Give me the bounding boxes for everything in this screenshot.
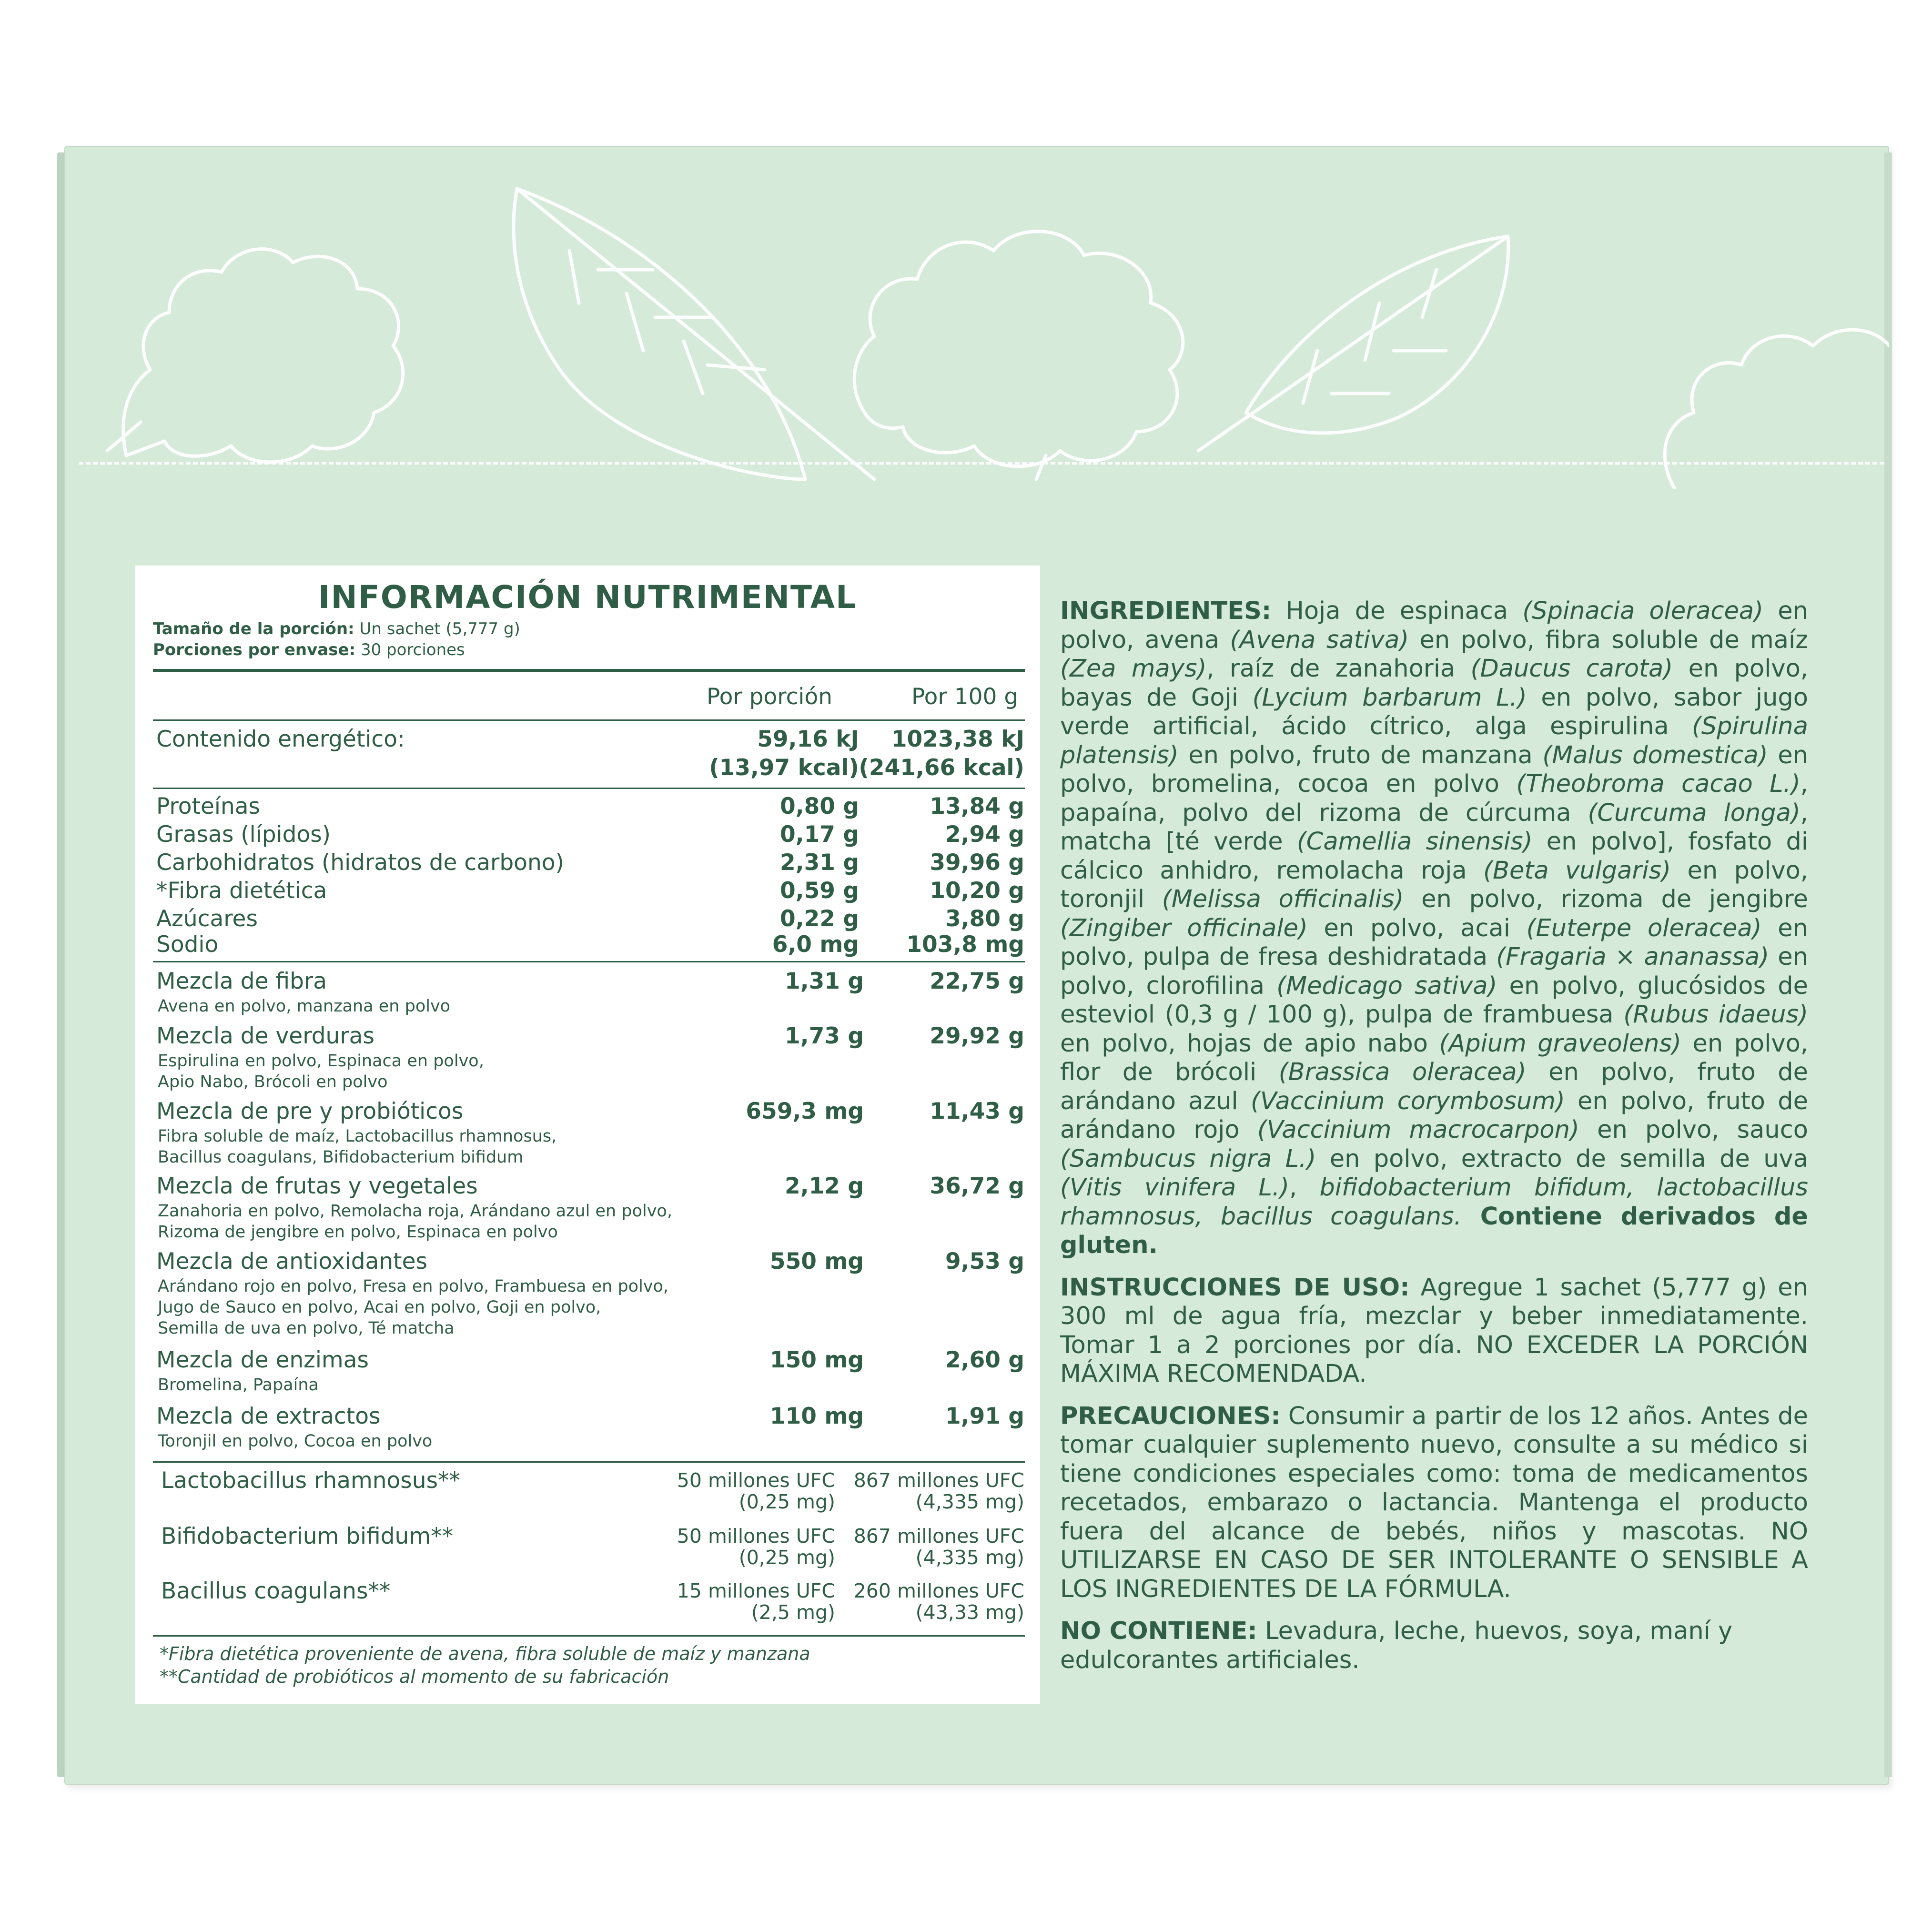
blend-per-100g: 36,72 g bbox=[930, 1173, 1024, 1199]
scientific-name: (Zea mays) bbox=[1060, 655, 1207, 683]
ingredient-text: , matcha [té verde bbox=[1060, 799, 1809, 856]
blend-per-serving: 1,73 g bbox=[785, 1023, 864, 1049]
scientific-name: (Daucus carota) bbox=[1470, 655, 1673, 683]
nutrient-label: Grasas (lípidos) bbox=[156, 821, 331, 848]
scientific-name: (Malus domestica) bbox=[1542, 741, 1768, 769]
blend-per-100g: 2,60 g bbox=[945, 1347, 1024, 1373]
blend-per-serving: 2,12 g bbox=[785, 1173, 864, 1199]
scientific-name: (Theobroma cacao L.) bbox=[1516, 770, 1801, 798]
nutrient-per-100g: 2,94 g bbox=[945, 821, 1024, 848]
ingredient-text: en polvo, avena bbox=[1060, 597, 1808, 654]
blend-per-serving: 1,31 g bbox=[785, 968, 864, 994]
blend-per-100g: 9,53 g bbox=[945, 1248, 1024, 1275]
scientific-name: (Avena sativa) bbox=[1230, 626, 1409, 654]
blend-label: Mezcla de pre y probióticos bbox=[156, 1098, 464, 1124]
nutrient-per-100g: 39,96 g bbox=[930, 850, 1024, 876]
blend-label: Mezcla de enzimas bbox=[156, 1347, 369, 1373]
energy-100g-kj: 1023,38 kJ bbox=[891, 726, 1024, 752]
ingredient-text: en polvo, glucósidos de esteviol (0,3 g / 100 g), pulpa de frambuesa bbox=[1060, 971, 1808, 1029]
probiotic-100g-mg: (4,335 mg) bbox=[915, 1546, 1024, 1569]
precautions-paragraph bbox=[1060, 1402, 1808, 1604]
col-header-per-100g: Por 100 g bbox=[911, 684, 1019, 710]
serving-size: Tamaño de la porción: Un sachet (5,777 g) bbox=[153, 619, 520, 638]
ingredient-text: , papaína, polvo del rizoma de cúrcuma bbox=[1060, 770, 1808, 827]
divider bbox=[153, 1635, 1025, 1637]
instructions-heading: INSTRUCCIONES DE USO: bbox=[1060, 1273, 1410, 1302]
scientific-name: (Beta vulgaris) bbox=[1483, 856, 1671, 885]
ingredient-text: en polvo, fruto de manzana bbox=[1178, 741, 1543, 769]
ingredients-heading: INGREDIENTES: bbox=[1060, 597, 1272, 625]
ingredient-text: en polvo, fibra soluble de maíz bbox=[1409, 626, 1808, 654]
nutrient-per-serving: 2,31 g bbox=[780, 850, 859, 876]
scientific-name: (Zingiber officinale) bbox=[1060, 914, 1308, 942]
scientific-name: (Brassica oleracea) bbox=[1278, 1058, 1527, 1086]
blend-ingredients: Arándano rojo en polvo, Fresa en polvo, Frambuesa en polvo, bbox=[158, 1277, 669, 1296]
broccoli-outline-2 bbox=[854, 232, 1183, 466]
scientific-name: (Spirulina platensis) bbox=[1060, 712, 1808, 769]
ingredient-text: en polvo, fruto de arándano azul bbox=[1060, 1058, 1808, 1115]
blend-per-100g: 22,75 g bbox=[930, 968, 1024, 994]
divider bbox=[153, 961, 1025, 962]
scientific-name: (Vaccinium macrocarpon) bbox=[1257, 1116, 1579, 1144]
scientific-name: (Spinacia oleracea) bbox=[1522, 597, 1764, 625]
ingredient-text: en polvo, fruto de arándano rojo bbox=[1060, 1087, 1808, 1144]
broccoli-outline-1 bbox=[123, 249, 403, 462]
nutrient-per-serving: 0,80 g bbox=[780, 793, 859, 819]
blend-per-serving: 110 mg bbox=[769, 1403, 864, 1429]
ingredient-text: en polvo, toronjil bbox=[1060, 856, 1808, 913]
ingredient-text: en polvo, rizoma de jengibre bbox=[1404, 885, 1809, 913]
leaf-pattern-decoration bbox=[64, 146, 1889, 489]
blend-label: Mezcla de frutas y vegetales bbox=[156, 1173, 478, 1199]
probiotic-serving-mg: (2,5 mg) bbox=[751, 1601, 835, 1624]
scientific-name: (Curcuma longa) bbox=[1588, 799, 1801, 827]
blend-ingredients: Jugo de Sauco en polvo, Acai en polvo, Goji en polvo, bbox=[158, 1298, 601, 1317]
probiotic-serving-ufc: 50 millones UFC bbox=[677, 1525, 835, 1548]
nutrient-per-serving: 0,22 g bbox=[780, 906, 859, 932]
nutrient-per-serving: 0,59 g bbox=[780, 878, 859, 904]
blend-ingredients: Rizoma de jengibre en polvo, Espinaca en polvo bbox=[158, 1223, 558, 1242]
probiotic-100g-ufc: 260 millones UFC bbox=[853, 1579, 1024, 1602]
precautions-heading: PRECAUCIONES: bbox=[1060, 1402, 1281, 1430]
probiotic-label: Bifidobacterium bifidum** bbox=[161, 1523, 454, 1549]
scientific-name: (Apium graveolens) bbox=[1439, 1029, 1681, 1058]
ingredient-text: en polvo, pulpa de fresa deshidratada bbox=[1060, 914, 1808, 971]
scientific-name: (Rubus idaeus) bbox=[1623, 1001, 1808, 1029]
footnote-probiotics: **Cantidad de probióticos al momento de su fabricación bbox=[160, 1666, 669, 1687]
blend-per-serving: 659,3 mg bbox=[746, 1098, 864, 1124]
scientific-name: (Vitis vinifera L.) bbox=[1060, 1173, 1290, 1202]
leaf-vein-1 bbox=[517, 189, 874, 479]
ingredient-text: en polvo, bromelina, cocoa en polvo bbox=[1060, 741, 1808, 798]
ingredient-text: , bbox=[1289, 1173, 1320, 1202]
probiotic-serving-mg: (0,25 mg) bbox=[738, 1490, 835, 1513]
scientific-name: (Lycium barbarum L.) bbox=[1252, 683, 1527, 712]
ingredient-text: en polvo, sauco bbox=[1579, 1116, 1808, 1144]
ingredient-text: en polvo], fosfato di cálcico anhidro, remolacha roja bbox=[1060, 828, 1808, 885]
blend-label: Mezcla de verduras bbox=[156, 1023, 374, 1049]
divider-thick bbox=[153, 669, 1025, 672]
blend-ingredients: Avena en polvo, manzana en polvo bbox=[158, 997, 451, 1016]
ingredients-paragraph bbox=[1060, 597, 1808, 1260]
instructions-paragraph bbox=[1060, 1274, 1808, 1389]
blend-per-100g: 29,92 g bbox=[930, 1023, 1024, 1049]
ingredient-text: en polvo, extracto de semilla de uva bbox=[1316, 1144, 1808, 1173]
servings-per-container: Porciones por envase: 30 porciones bbox=[153, 640, 465, 659]
leaf-vein-2 bbox=[1198, 236, 1508, 451]
probiotic-100g-mg: (43,33 mg) bbox=[915, 1601, 1024, 1624]
free-from-paragraph bbox=[1060, 1617, 1808, 1675]
fold-dashed-line bbox=[79, 462, 1884, 465]
ingredients-column bbox=[1060, 597, 1808, 1688]
probiotic-serving-ufc: 15 millones UFC bbox=[677, 1579, 835, 1602]
scientific-name: (Vaccinium corymbosum) bbox=[1250, 1087, 1565, 1115]
scientific-name: (Medicago sativa) bbox=[1276, 971, 1497, 1000]
energy-serving-kj: 59,16 kJ bbox=[757, 726, 859, 752]
ingredient-text: en polvo, clorofilina bbox=[1060, 943, 1808, 1000]
probiotic-100g-ufc: 867 millones UFC bbox=[853, 1469, 1024, 1492]
blend-ingredients: Bacillus coagulans, Bifidobacterium bifidum bbox=[158, 1148, 524, 1167]
blend-ingredients: Fibra soluble de maíz, Lactobacillus rhamnosus, bbox=[158, 1127, 557, 1146]
footnote-fiber: *Fibra dietética proveniente de avena, fibra soluble de maíz y manzana bbox=[160, 1643, 810, 1664]
energy-serving-kcal: (13,97 kcal) bbox=[709, 755, 859, 781]
scientific-name: (Fragaria × ananassa) bbox=[1496, 943, 1770, 971]
ingredient-text: en polvo, bayas de Goji bbox=[1060, 655, 1809, 712]
blend-ingredients: Semilla de uva en polvo, Té matcha bbox=[158, 1319, 455, 1338]
ingredient-text: , raíz de zanahoria bbox=[1206, 655, 1471, 683]
stem-2 bbox=[1036, 455, 1046, 479]
blend-label: Mezcla de fibra bbox=[156, 968, 327, 994]
nutrient-per-100g: 103,8 mg bbox=[906, 931, 1024, 958]
energy-label: Contenido energético: bbox=[156, 726, 405, 752]
energy-100g-kcal: (241,66 kcal) bbox=[859, 755, 1024, 781]
probiotic-100g-ufc: 867 millones UFC bbox=[853, 1525, 1024, 1548]
probiotic-label: Bacillus coagulans** bbox=[161, 1578, 391, 1604]
blend-ingredients: Zanahoria en polvo, Remolacha roja, Arándano azul en polvo, bbox=[158, 1202, 672, 1221]
leaf-outline-2 bbox=[1246, 236, 1508, 433]
col-header-per-serving: Por porción bbox=[707, 684, 833, 710]
nutrient-per-100g: 3,80 g bbox=[945, 906, 1024, 932]
blend-per-100g: 1,91 g bbox=[945, 1403, 1024, 1429]
scientific-name: bifidobacterium bifidum, lactobacillus rhamnosus, bacillus coagulans. bbox=[1060, 1173, 1808, 1231]
blend-ingredients: Apio Nabo, Brócoli en polvo bbox=[158, 1072, 388, 1092]
nutrient-per-100g: 10,20 g bbox=[930, 878, 1024, 904]
blend-per-serving: 150 mg bbox=[769, 1347, 864, 1373]
probiotic-serving-mg: (0,25 mg) bbox=[738, 1546, 835, 1569]
divider bbox=[153, 788, 1025, 789]
nutrient-per-serving: 6,0 mg bbox=[772, 931, 859, 958]
ingredient-text: en polvo, hojas de apio nabo bbox=[1060, 1029, 1439, 1058]
ingredient-text: en polvo, flor de brócoli bbox=[1060, 1029, 1809, 1086]
leaf-outline-1 bbox=[514, 189, 805, 479]
free-from-heading: NO CONTIENE: bbox=[1060, 1617, 1257, 1645]
blend-per-serving: 550 mg bbox=[769, 1248, 864, 1275]
nutrient-label: Sodio bbox=[156, 931, 219, 958]
nutrient-label: Proteínas bbox=[156, 793, 261, 819]
ingredient-text: Hoja de espinaca bbox=[1271, 597, 1523, 625]
scientific-name: (Sambucus nigra L.) bbox=[1060, 1144, 1316, 1173]
nutrient-label: Azúcares bbox=[156, 906, 258, 932]
nutrition-title: INFORMACIÓN NUTRIMENTAL bbox=[318, 579, 857, 616]
nutrient-label: *Fibra dietética bbox=[156, 878, 327, 904]
blend-label: Mezcla de extractos bbox=[156, 1403, 381, 1429]
precautions-text: Consumir a partir de los 12 años. Antes de tomar cualquier suplemento nuevo, consulte a su médico si tiene condiciones especiales como: toma de medicamentos recetados, embarazo o lactancia. Mantenga el producto fuera del alcance de bebés, niños y mascotas. NO UTILIZARSE EN CASO DE SER INTOLERANTE O SENSIBLE A LOS INGREDIENTES DE LA FÓRMULA. bbox=[1060, 1402, 1808, 1603]
blend-per-100g: 11,43 g bbox=[930, 1098, 1024, 1124]
nutrient-per-100g: 13,84 g bbox=[930, 793, 1024, 819]
nutrient-per-serving: 0,17 g bbox=[780, 821, 859, 848]
scientific-name: (Euterpe oleracea) bbox=[1526, 914, 1762, 942]
free-from-text: Levadura, leche, huevos, soya, maní y edulcorantes artificiales. bbox=[1060, 1617, 1733, 1674]
ingredients-text bbox=[1060, 597, 1808, 1259]
blend-ingredients: Espirulina en polvo, Espinaca en polvo, bbox=[158, 1052, 484, 1071]
divider bbox=[153, 1461, 1025, 1463]
allergen-warning: Contiene derivados de gluten. bbox=[1060, 1202, 1808, 1259]
broccoli-outline-3 bbox=[1665, 330, 1889, 489]
nutrition-facts-panel bbox=[135, 566, 1040, 1704]
scientific-name: (Melissa officinalis) bbox=[1162, 885, 1404, 913]
instructions-text: Agregue 1 sachet (5,777 g) en 300 ml de agua fría, mezclar y beber inmediatamente. Tomar 1 a 2 porciones por día. NO EXCEDER LA PORCIÓN MÁXIMA RECOMENDADA. bbox=[1060, 1273, 1808, 1388]
nutrient-label: Carbohidratos (hidratos de carbono) bbox=[156, 850, 564, 876]
probiotic-serving-ufc: 50 millones UFC bbox=[677, 1469, 835, 1492]
blend-ingredients: Toronjil en polvo, Cocoa en polvo bbox=[158, 1432, 433, 1451]
scientific-name: (Camellia sinensis) bbox=[1296, 828, 1533, 856]
ingredient-text: en polvo, sabor jugo verde artificial, ácido cítrico, alga espirulina bbox=[1060, 683, 1809, 740]
blend-ingredients: Bromelina, Papaína bbox=[158, 1376, 319, 1395]
blend-label: Mezcla de antioxidantes bbox=[156, 1248, 427, 1275]
probiotic-label: Lactobacillus rhamnosus** bbox=[161, 1467, 461, 1494]
probiotic-100g-mg: (4,335 mg) bbox=[915, 1490, 1024, 1513]
ingredient-text: en polvo, acai bbox=[1307, 914, 1527, 942]
divider bbox=[153, 719, 1025, 721]
